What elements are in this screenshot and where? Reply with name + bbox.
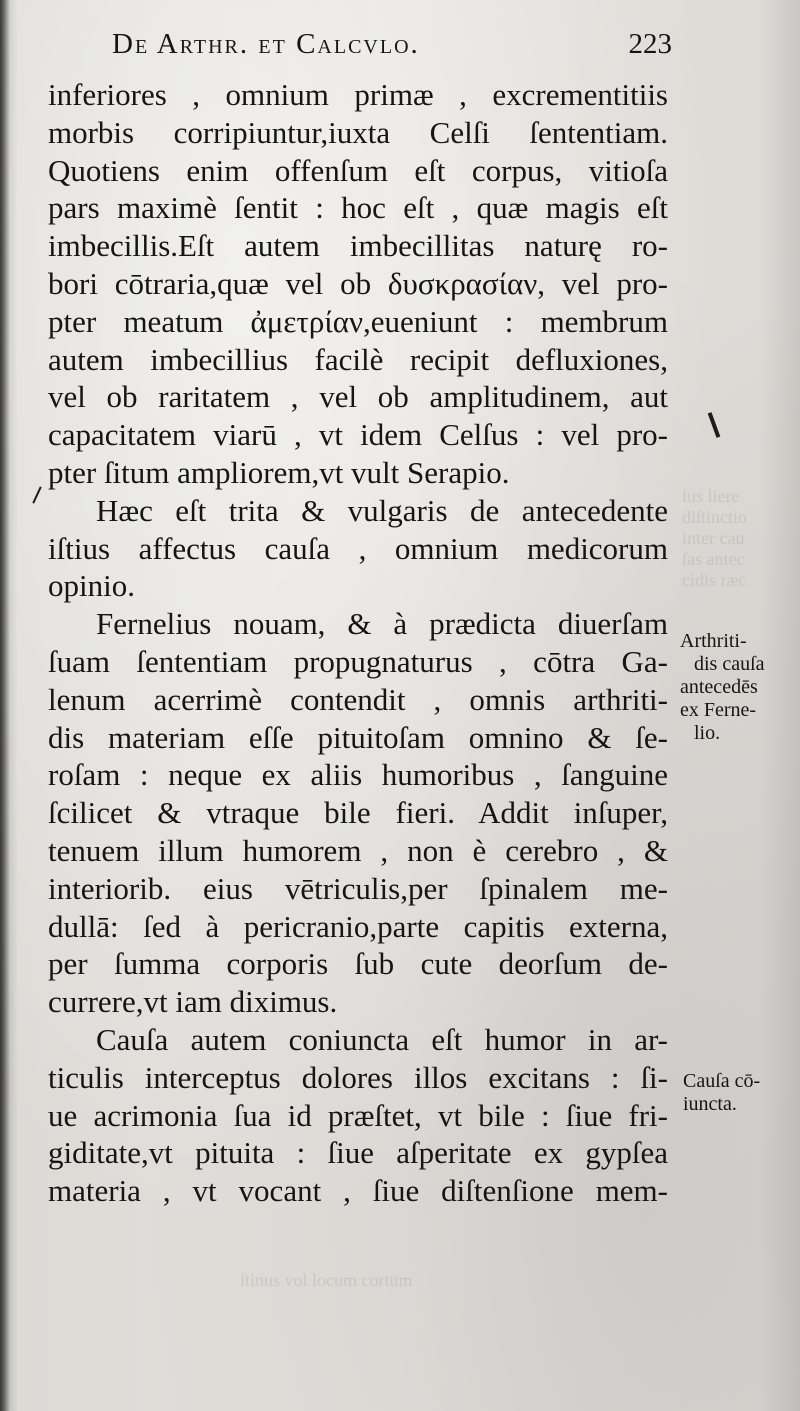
text-line: currere,vt iam diximus. [48,984,338,1020]
text-line: materia , vt vocant , ſiue diſtenſione mem- [48,1173,668,1209]
ink-mark [32,486,41,503]
text-line: ſuam ſententiam propugnaturus , cōtra Ga- [48,643,668,679]
text-line: pter meatum ἀμετρίαν,eueniunt : membrum [48,303,668,339]
text-line: iſtius affectus cauſa , omnium medicorum [48,530,668,566]
margin-note-line: Cauſa cō- [683,1070,761,1092]
text-line: per ſumma corporis ſub cute deorſum de- [48,946,668,982]
text-line: Cauſa autem coniuncta eſt humor in ar- [96,1021,668,1057]
text-line: dis materiam eſſe pituitoſam omnino & ſe- [48,719,668,755]
text-line: Hæc eſt trita & vulgaris de antecedente [96,492,668,528]
margin-note [683,1070,760,1116]
text-line: ue acrimonia ſua id præſtet, vt bile : ſiue fri- [48,1097,668,1133]
gutter-shadow [0,0,10,1411]
margin-note-line: dis cauſa [694,653,765,675]
show-through-text: lus liere diſtinctio inter cau ſas antec cidis ræc [682,486,747,590]
margin-note-line: iuncta. [683,1093,737,1115]
page-number: 223 [628,28,672,60]
text-line: opinio. [48,568,135,604]
text-line: bori cōtraria,quæ vel ob δυσκρασίαν, vel pro- [48,265,668,301]
text-line: imbecillis.Eſt autem imbecillitas naturę ro- [48,228,668,264]
running-head-title: De Arthr. et Calcvlo. [112,28,420,60]
text-line: capacitatem viarū , vt idem Celſus : vel pro- [48,417,668,453]
text-line: pter ſitum ampliorem,vt vult Serapio. [48,454,510,490]
text-line: inferiores , omnium primæ , excrementitiis [48,77,668,112]
running-head [112,28,672,68]
text-line: morbis corripiuntur,iuxta Celſi ſententiam. [48,114,668,150]
text-line: pars maximè ſentit : hoc eſt , quæ magis eſt [48,190,668,226]
text-line: interiorib. eius vētriculis,per ſpinalem me- [48,870,668,906]
text-line: ſcilicet & vtraque bile fieri. Addit inſuper, [48,795,668,831]
text-line: lenum acerrimè contendit , omnis arthriti- [48,681,668,717]
main-text [48,76,668,1210]
text-line: Quotiens enim offenſum eſt corpus, vitioſa [48,152,668,188]
text-line: roſam : neque ex aliis humoribus , ſanguine [48,757,668,793]
text-line: tenuem illum humorem , non è cerebro , & [48,832,668,868]
text-line: giditate,vt pituita : ſiue aſperitate ex gypſea [48,1135,668,1171]
margin-note [680,630,765,745]
margin-note-line: lio. [694,722,721,744]
margin-note-line: Arthriti- [680,630,747,652]
text-line: Fernelius nouam, & à prædicta diuerſam [96,606,668,642]
margin-note-line: antecedēs [680,676,758,698]
text-line: ticulis interceptus dolores illos excitans : ſi- [48,1059,668,1095]
text-line: vel ob raritatem , vel ob amplitudinem, aut [48,379,668,415]
text-line: dullā: ſed à pericranio,parte capitis externa, [48,908,668,944]
show-through-text: ſtinus vol locum cortum [240,1270,413,1290]
text-line: autem imbecillius facilè recipit defluxiones, [48,341,668,377]
ink-mark [708,412,721,438]
margin-note-line: ex Ferne- [680,699,757,721]
